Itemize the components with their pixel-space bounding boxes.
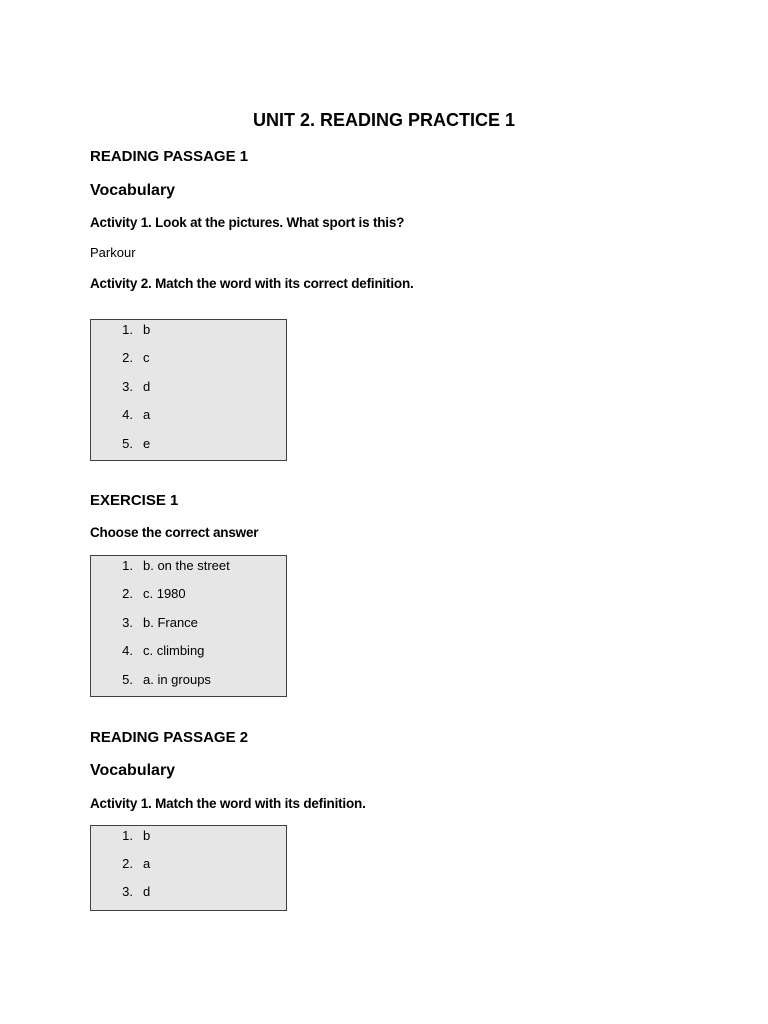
answer-number: 2. — [122, 856, 133, 871]
passage-2-heading: READING PASSAGE 2 — [90, 729, 249, 746]
exercise-1-instruction: Choose the correct answer — [90, 525, 259, 540]
answer-value: c. 1980 — [143, 586, 186, 601]
answer-number: 1. — [122, 828, 133, 843]
answer-value: c. climbing — [143, 643, 205, 658]
answer-number: 4. — [122, 407, 133, 422]
passage-2-activity-1-label: Activity 1. Match the word with its definition. — [90, 796, 366, 811]
answer-box-exercise-1 — [90, 555, 287, 697]
answer-value: a. in groups — [143, 672, 211, 687]
answer-number: 1. — [122, 558, 133, 573]
answer-number: 3. — [122, 615, 133, 630]
answer-value: b — [143, 322, 151, 337]
passage-2-vocabulary-heading: Vocabulary — [90, 762, 176, 779]
passage-1-heading: READING PASSAGE 1 — [90, 148, 249, 165]
answer-number: 3. — [122, 379, 133, 394]
answer-number: 5. — [122, 436, 133, 451]
answer-value: d — [143, 884, 151, 899]
answer-value: a — [143, 856, 151, 871]
answer-number: 4. — [122, 643, 133, 658]
passage-1-activity-2-label: Activity 2. Match the word with its correct definition. — [90, 276, 414, 291]
answer-value: e — [143, 436, 151, 451]
answer-value: b. on the street — [143, 558, 230, 573]
answer-box-passage-2-activity-1 — [90, 825, 287, 911]
document-title: UNIT 2. READING PRACTICE 1 — [252, 110, 516, 130]
passage-1-activity-1-label: Activity 1. Look at the pictures. What sport is this? — [90, 215, 405, 230]
answer-number: 1. — [122, 322, 133, 337]
answer-value: a — [143, 407, 151, 422]
passage-1-vocabulary-heading: Vocabulary — [90, 182, 176, 199]
answer-box-activity-2 — [90, 319, 287, 461]
answer-value: d — [143, 379, 151, 394]
exercise-1-heading: EXERCISE 1 — [90, 492, 179, 509]
passage-1-activity-1-answer: Parkour — [90, 245, 136, 260]
answer-number: 2. — [122, 586, 133, 601]
answer-value: b — [143, 828, 151, 843]
answer-number: 3. — [122, 884, 133, 899]
answer-number: 2. — [122, 350, 133, 365]
answer-value: b. France — [143, 615, 198, 630]
answer-value: c — [143, 350, 150, 365]
answer-number: 5. — [122, 672, 133, 687]
